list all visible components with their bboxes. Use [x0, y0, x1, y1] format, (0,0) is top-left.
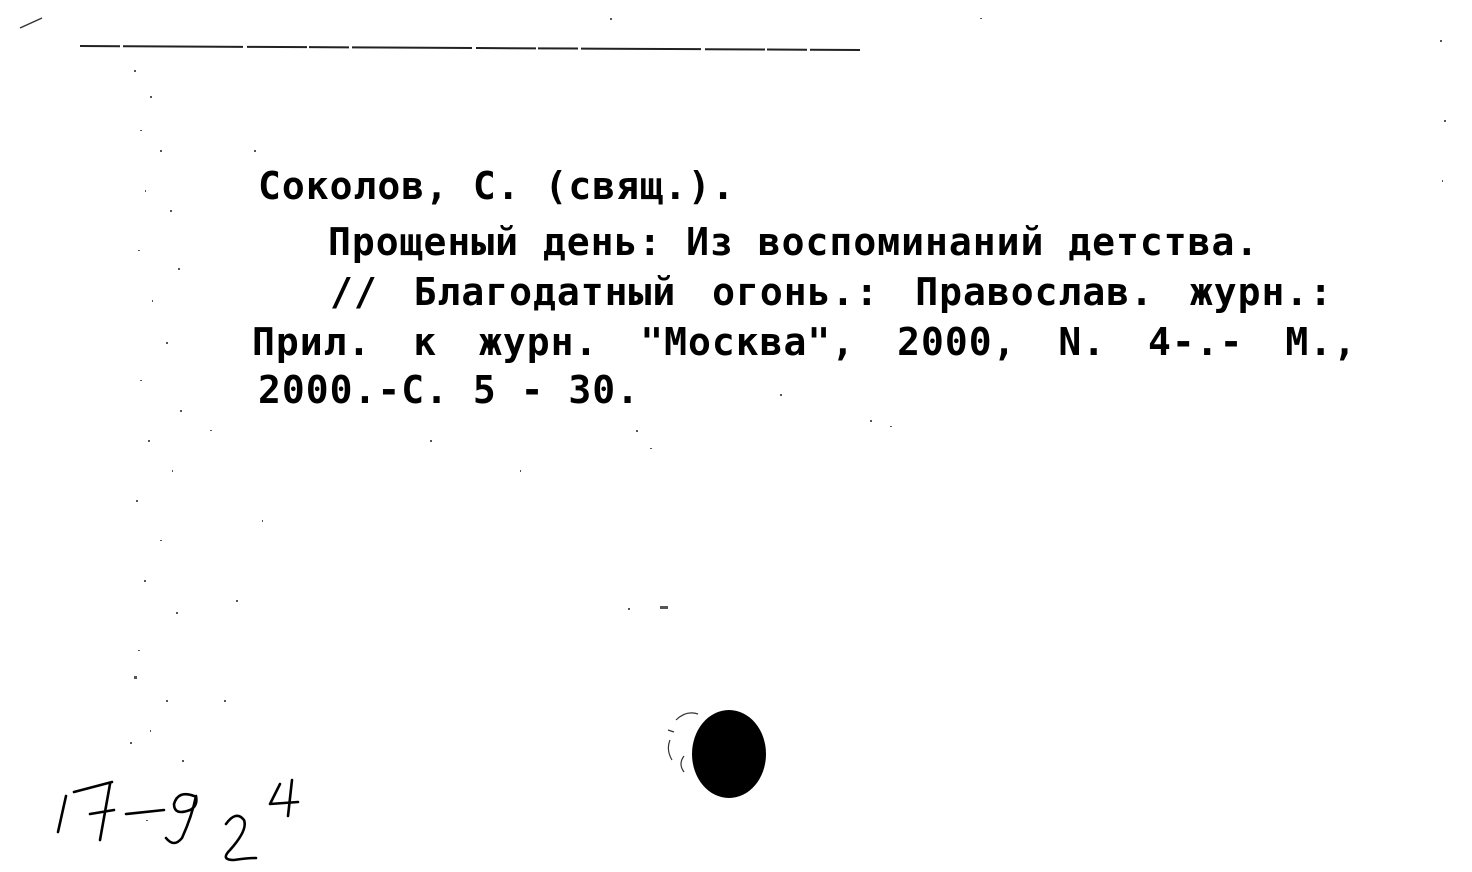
source-journal: // Благодатный огонь.: Православ. журн.: [330, 270, 1334, 314]
author-heading: Соколов, С. (свящ.). [258, 164, 736, 208]
work-title: Прощеный день: Из воспоминаний детства. [328, 220, 1260, 264]
handwritten-shelfmark [52, 770, 332, 870]
punch-hole [692, 710, 766, 798]
supplement-info: Прил. к журн. "Москва", 2000, N. 4-.- М., [252, 320, 1357, 364]
pages-info: 2000.-С. 5 - 30. [258, 368, 641, 412]
